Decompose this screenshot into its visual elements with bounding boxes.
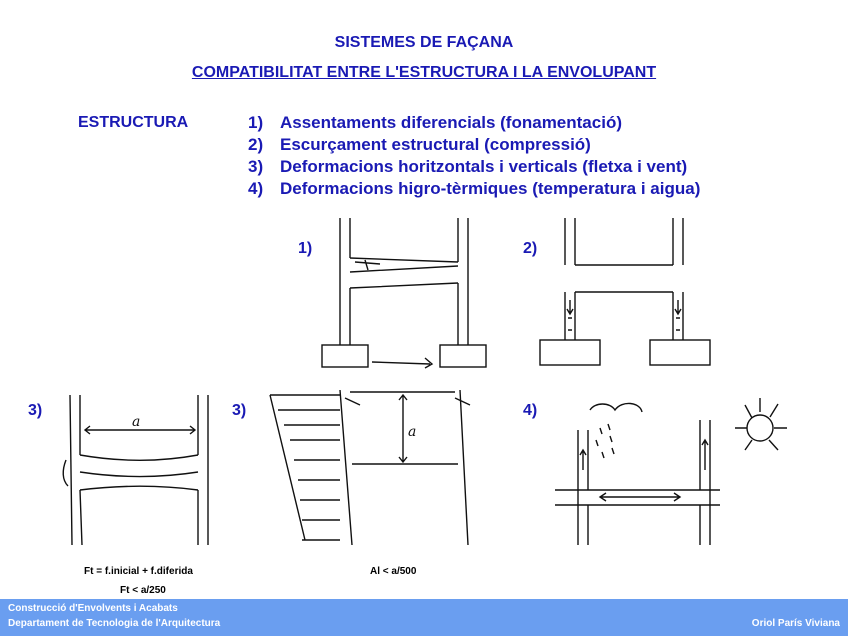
- page-subtitle: COMPATIBILITAT ENTRE L'ESTRUCTURA I LA ENVOLUPANT: [191, 64, 657, 81]
- list-item: 1) Assentaments diferencials (fonamentació): [248, 113, 622, 132]
- diagram-label-1: 1): [298, 240, 313, 257]
- caption-ft-limit: Ft < a/250: [120, 585, 166, 596]
- sketch-wind: [270, 390, 470, 545]
- list-item: 2) Escurçament estructural (compressió): [248, 135, 591, 154]
- span-letter-b: a: [408, 424, 417, 440]
- sketch-hygrothermal: [555, 398, 787, 545]
- caption-al-limit: Al < a/500: [370, 566, 417, 577]
- list-item: 4) Deformacions higro-tèrmiques (temperatura i aigua): [248, 179, 701, 198]
- footer: [0, 599, 848, 636]
- sketch-settlement: [322, 218, 486, 368]
- structure-label: ESTRUCTURA: [78, 114, 189, 131]
- diagram-label-4: 4): [523, 402, 538, 419]
- diagram-label-3a: 3): [28, 402, 43, 419]
- footer-course: Construcció d'Envolvents i Acabats: [8, 603, 178, 614]
- sketch-shortening: [540, 218, 710, 365]
- caption-ft: Ft = f.inicial + f.diferida: [84, 566, 193, 577]
- footer-author: Oriol París Viviana: [751, 618, 840, 629]
- diagram-label-2: 2): [523, 240, 538, 257]
- diagram-label-3b: 3): [232, 402, 247, 419]
- span-letter-a: a: [132, 414, 141, 430]
- footer-department: Departament de Tecnologia de l'Arquitectura: [8, 618, 221, 629]
- page-title: SISTEMES DE FAÇANA: [334, 34, 514, 51]
- list-item: 3) Deformacions horitzontals i verticals (fletxa i vent): [248, 157, 688, 176]
